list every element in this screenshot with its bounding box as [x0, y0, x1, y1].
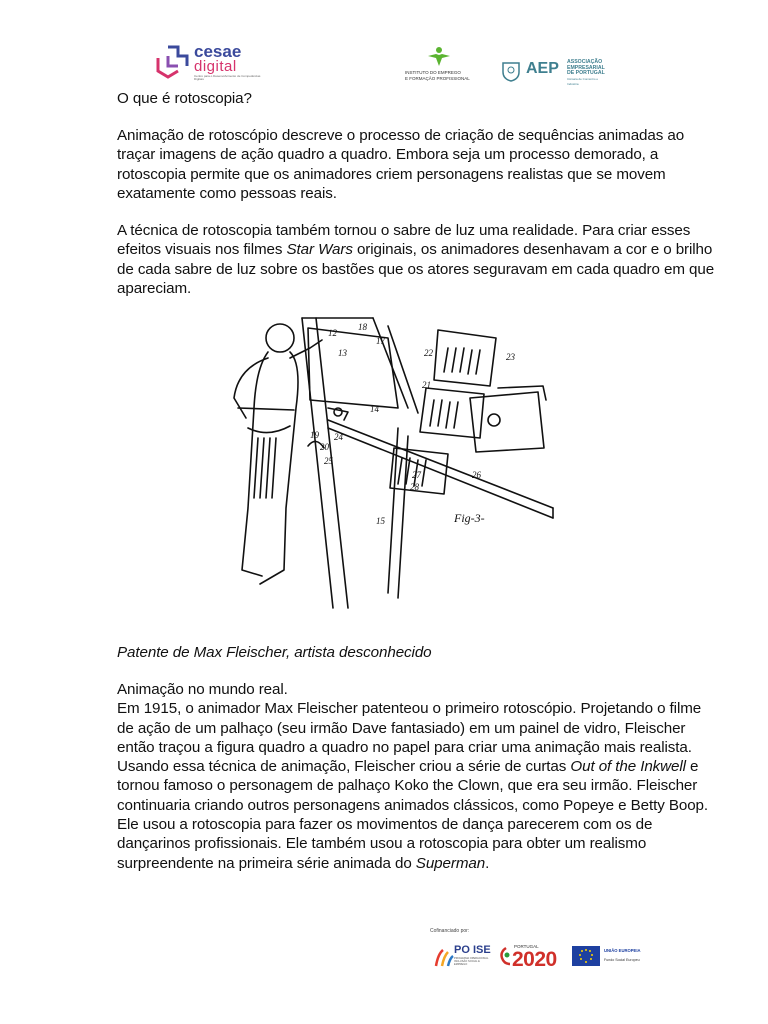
figure-number: 15 — [376, 516, 385, 526]
poise-name: PO ISE — [454, 944, 491, 956]
iefp-mark-icon — [425, 46, 453, 68]
portugal-label: PORTUGAL — [514, 944, 539, 949]
cesae-sub: digital — [194, 58, 237, 75]
eu-label: UNIÃO EUROPEIA — [604, 948, 641, 953]
figure-label: Fig-3- — [454, 511, 485, 525]
aep-name: AEP — [526, 60, 559, 77]
figure-number: 24 — [334, 432, 343, 442]
poise-sub: PROGRAMA OPERACIONAL INCLUSÃO SOCIAL E EMPREGO — [454, 957, 489, 967]
paragraph-2: A técnica de rotoscopia também tornou o sabre de luz uma realidade. Para criar esses efeitos visuais nos filmes Star Wars originais, os animadores desenhavam a cor e o brilho de cada sabre de luz sobre os bastões que os atores seguravam em cada quadro em que apareciam. — [117, 222, 715, 297]
figure-number: 27 — [412, 470, 421, 480]
figure-caption: Patente de Max Fleischer, artista desconhecido — [117, 644, 432, 661]
aep-l2: EMPRESARIAL — [567, 64, 605, 71]
cesae-tagline: Centro para o Desenvolvimento de Competências Digitais — [194, 74, 261, 81]
paragraph-3: Animação no mundo real. Em 1915, o animador Max Fleischer patenteou o primeiro rotoscópio. Projetando o filme de ação de um palhaço (seu irmão Dave fantasiado) em um painel de vidro, Fleischer então traçou a figura quadro a quadro no papel para criar uma animação mais realista. Usando essa técnica de animação, Fleischer criou a série de curtas Out of the Inkwell e tornou famoso o personagem de palhaço Koko the Clown, que era seu irmão. Fleischer continuaria criando outros personagens animados clássicos, como Popeye e Betty Boop. Ele usou a rotoscopia para fazer os movimentos de dança parecerem com os de dançarinos profissionais. Ele também usou a rotoscopia para obter um realismo surpreendente na primeira série animada do Superman. — [117, 680, 717, 873]
iefp-line2: E FORMAÇÃO PROFISSIONAL — [405, 76, 470, 81]
aep-l4: Câmara de Comércio e Indústria — [567, 76, 599, 87]
figure-number: 14 — [370, 404, 379, 414]
eu-fund: Fundo Social Europeu — [604, 958, 640, 962]
aep-logo — [500, 58, 610, 87]
figure-number: 17 — [376, 336, 385, 346]
figure-number: 13 — [338, 348, 347, 358]
cesae-mark-icon — [154, 44, 190, 80]
cesae-logo — [154, 44, 264, 82]
aep-crest-icon — [500, 60, 522, 82]
figure-number: 12 — [328, 328, 337, 338]
patent-figure — [198, 308, 568, 624]
figure-number: 25 — [324, 456, 333, 466]
rotoscope-drawing — [198, 308, 568, 624]
figure-number: 22 — [424, 348, 433, 358]
cesae-name: cesae — [194, 42, 242, 61]
aep-l1: ASSOCIAÇÃO — [567, 59, 603, 65]
iefp-logo — [405, 46, 500, 82]
poise-icon — [432, 946, 454, 968]
portugal-year: 2020 — [512, 948, 557, 971]
paragraph-1: Animação de rotoscópio descreve o processo de criação de sequências animadas ao traçar imagens de ação quadro a quadro. Embora seja um processo demorado, a rotoscopia permite que os animadores criem personagens realistas que se movem exatamente como pessoas reais. — [117, 127, 685, 202]
iefp-line1: INSTITUTO DO EMPREGO — [405, 70, 461, 75]
figure-number: 18 — [358, 322, 367, 332]
figure-number: 19 — [310, 430, 319, 440]
figure-number: 26 — [472, 470, 481, 480]
figure-number: 21 — [422, 380, 431, 390]
footer-logos — [428, 928, 648, 978]
figure-number: 23 — [506, 352, 515, 362]
page-title: O que é rotoscopia? — [117, 90, 252, 107]
cofinanciado-label: Cofinanciado por: — [430, 928, 470, 934]
eu-flag-icon — [572, 946, 600, 966]
figure-number: 28 — [410, 482, 419, 492]
aep-l3: DE PORTUGAL — [567, 70, 605, 77]
section-title: Animação no mundo real. — [117, 681, 288, 698]
figure-number: 20 — [320, 442, 329, 452]
